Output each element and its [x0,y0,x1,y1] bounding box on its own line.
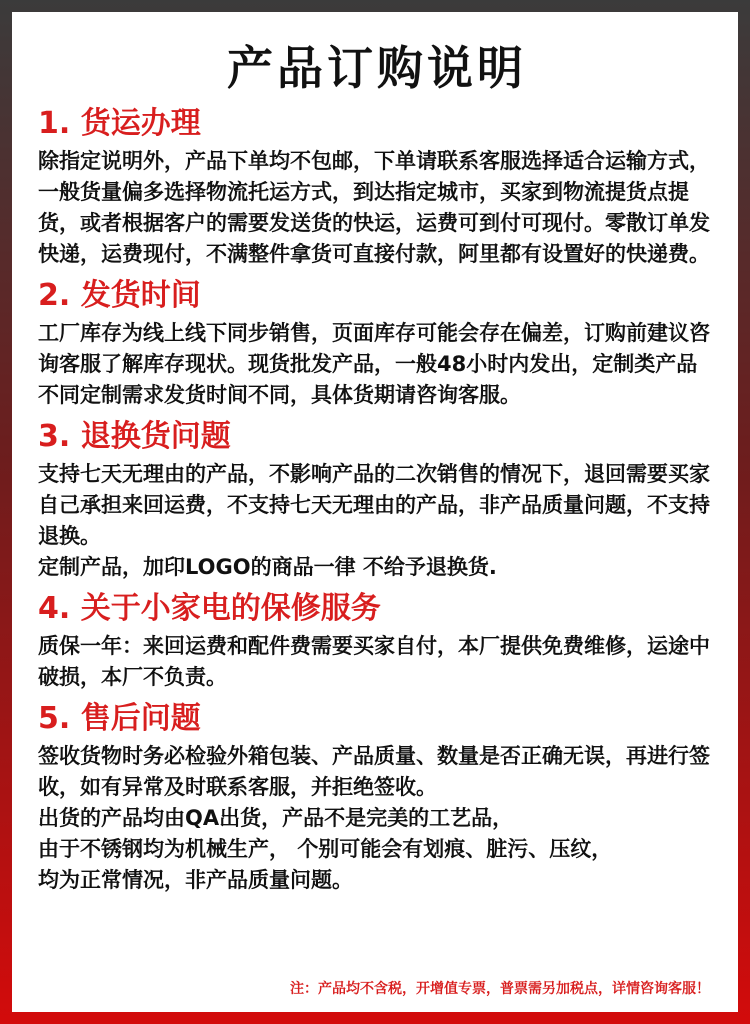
section-delivery-time [38,274,716,411]
paragraph-line: 签收货物时务必检验外箱包装、产品质量、数量是否正确无误，再进行签收，如有异常及时联系客服，并拒绝签收。 [38,744,710,799]
page-title: 产品订购说明 [227,41,527,95]
section-heading: 1. 货运办理 [38,106,201,141]
section-heading: 3. 退换货问题 [38,419,231,454]
section-shipping [38,102,716,270]
section-heading: 4. 关于小家电的保修服务 [38,591,381,626]
section-paragraph [38,741,716,896]
paragraph-line: 出货的产品均由QA出货，产品不是完美的工艺品， [38,806,514,830]
section-paragraph [38,318,716,411]
tax-note: 注：产品均不含税，开增值专票，普票需另加税点，详情咨询客服！ [290,981,710,997]
section-warranty [38,587,716,693]
paragraph-line: 支持七天无理由的产品，不影响产品的二次销售的情况下，退回需要买家自己承担来回运费，不支持七天无理由的产品，非产品质量问题，不支持退换。 [38,462,710,548]
section-heading: 2. 发货时间 [38,278,201,313]
document-sheet [12,12,738,1012]
section-returns [38,415,716,583]
section-after-sales [38,697,716,896]
paragraph-line: 定制产品，加印LOGO的商品一律 不给予退换货. [38,555,497,579]
section-paragraph [38,146,716,270]
paragraph-line: 质保一年：来回运费和配件费需要买家自付，本厂提供免费维修，运途中破损，本厂不负责。 [38,634,710,689]
paragraph-line: 除指定说明外，产品下单均不包邮，下单请联系客服选择适合运输方式，一般货量偏多选择物流托运方式，到达指定城市，买家到物流提货点提货，或者根据客户的需要发送货的快运，运费可到付可现付。零散订单发快递，运费现付，不满整件拿货可直接付款，阿里都有设置好的快递费。 [38,149,710,266]
section-paragraph [38,459,716,583]
paragraph-line: 由于不锈钢均为机械生产， 个别可能会有划痕、脏污、压纹， [38,837,613,861]
section-paragraph [38,631,716,693]
paragraph-line: 均为正常情况，非产品质量问题。 [38,868,353,892]
paragraph-line: 工厂库存为线上线下同步销售，页面库存可能会存在偏差，订购前建议咨询客服了解库存现状。现货批发产品，一般48小时内发出，定制类产品不同定制需求发货时间不同，具体货期请咨询客服。 [38,321,710,407]
section-heading: 5. 售后问题 [38,701,201,736]
